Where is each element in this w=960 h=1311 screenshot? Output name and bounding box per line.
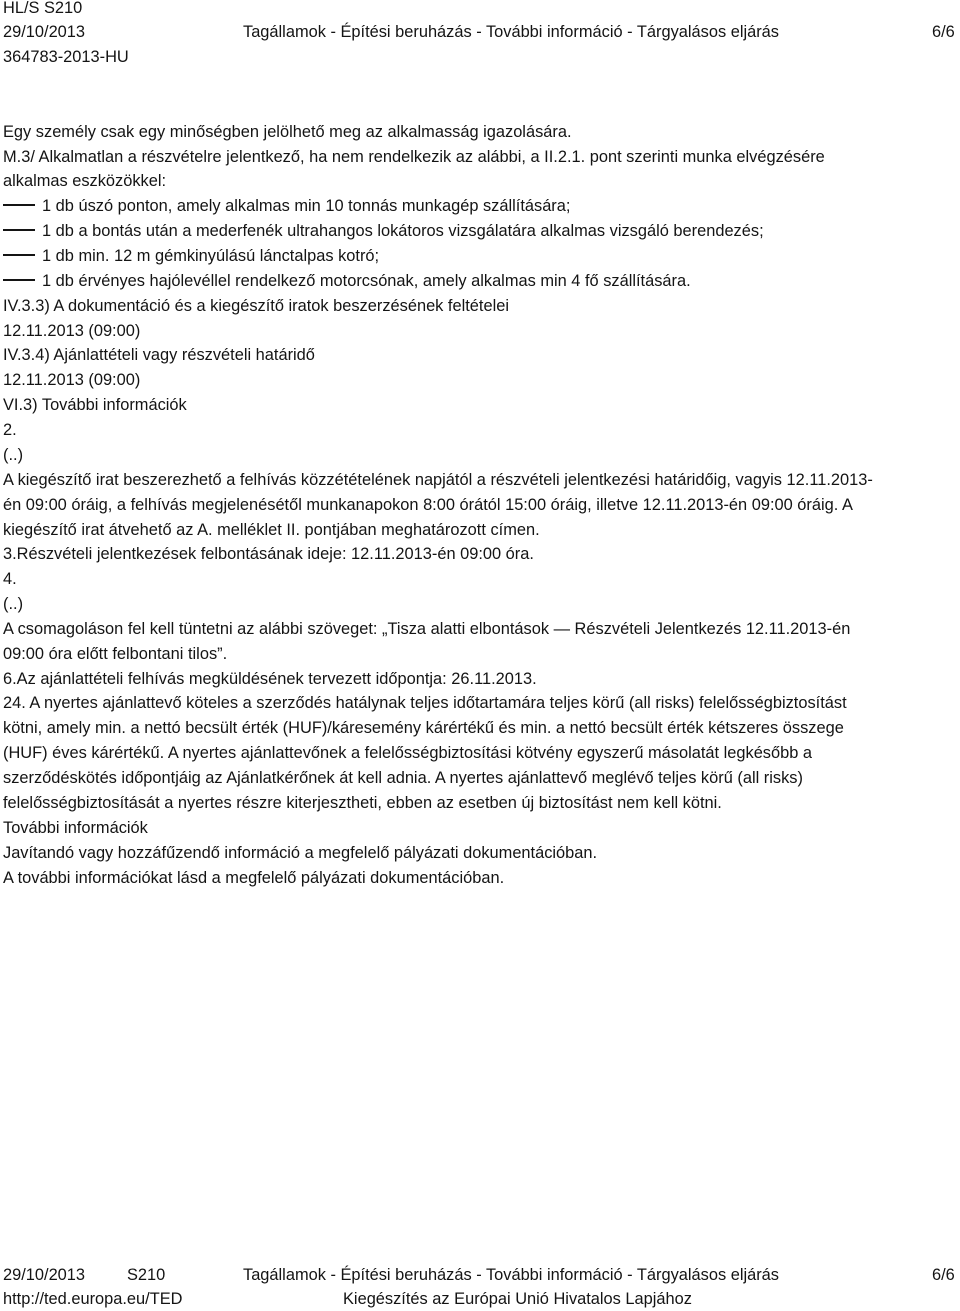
body-line: 09:00 óra előtt felbontani tilos”. xyxy=(3,645,228,663)
body-line: (HUF) éves kárértékű. A nyertes ajánlattevőnek a felelősségbiztosítási kötvény egyszerű másolatát legkésőbb a xyxy=(3,744,813,762)
footer-date: 29/10/2013 xyxy=(3,1266,86,1284)
footer-subtitle: Kiegészítés az Európai Unió Hivatalos Lapjához xyxy=(343,1290,692,1308)
body-line: 6.Az ajánlattételi felhívás megküldésének tervezett időpontja: 26.11.2013. xyxy=(3,670,537,688)
dash-bullet xyxy=(3,204,35,205)
header-title: Tagállamok - Építési beruházás - További információ - Tárgyalásos eljárás xyxy=(243,23,779,41)
list-item xyxy=(3,223,764,239)
list-item xyxy=(3,273,691,289)
section-heading: További információk xyxy=(3,819,148,837)
body-line: kötni, amely min. a nettó becsült érték (HUF)/káresemény kárértékű és min. a nettó becsült érték kétszeres összege xyxy=(3,719,844,737)
body-line: A csomagoláson fel kell tüntetni az alábbi szöveget: „Tisza alatti elbontások — Részvételi Jelentkezés 12.11.2013-én xyxy=(3,620,851,638)
dash-bullet xyxy=(3,279,35,280)
body-line: én 09:00 óráig, a felhívás megjelenésétől munkanapokon 8:00 órától 15:00 óráig, illetve 12.11.2013-én 09:00 óráig. A xyxy=(3,496,853,514)
body-line: 4. xyxy=(3,570,17,588)
list-item-text: 1 db min. 12 m gémkinyúlású lánctalpas kotró; xyxy=(42,247,380,265)
body-line: 24. A nyertes ajánlattevő köteles a szerződés hatálynak teljes időtartamára teljes körű (all risks) felelősségbiztosítást xyxy=(3,694,847,712)
header-date: 29/10/2013 xyxy=(3,23,86,41)
body-line: Javítandó vagy hozzáfűzendő információ a megfelelő pályázati dokumentációban. xyxy=(3,844,598,862)
list-item xyxy=(3,248,379,264)
doc-code: HL/S S210 xyxy=(3,0,83,17)
body-line: kiegészítő irat átvehető az A. melléklet II. pontjában meghatározott címen. xyxy=(3,521,540,539)
body-line: A kiegészítő irat beszerezhető a felhívás közzétételének napjától a részvételi jelentkezési határidőig, vagyis 12.11.2013- xyxy=(3,471,873,489)
body-line: (..) xyxy=(3,595,24,613)
dash-bullet xyxy=(3,229,35,230)
body-line: 3.Részvételi jelentkezések felbontásának ideje: 12.11.2013-én 09:00 óra. xyxy=(3,545,534,563)
list-item-text: 1 db a bontás után a mederfenék ultrahangos lokátoros vizsgálatára alkalmas vizsgáló berendezés; xyxy=(42,222,764,240)
body-line: 12.11.2013 (09:00) xyxy=(3,371,141,389)
footer-page-number: 6/6 xyxy=(932,1266,955,1284)
footer-url[interactable]: http://ted.europa.eu/TED xyxy=(3,1290,183,1308)
footer-code: S210 xyxy=(127,1266,166,1284)
list-item-text: 1 db érvényes hajólevéllel rendelkező motorcsónak, amely alkalmas min 4 fő szállítására. xyxy=(42,272,691,290)
body-line: felelősségbiztosítását a nyertes részre kiterjesztheti, ebben az esetben új biztosítást nem kell kötni. xyxy=(3,794,722,812)
doc-number: 364783-2013-HU xyxy=(3,48,129,66)
body-line: A további információkat lásd a megfelelő pályázati dokumentációban. xyxy=(3,869,505,887)
body-line: szerződéskötés időpontjáig az Ajánlatkérőnek át kell adnia. A nyertes ajánlattevő meglévő teljes körű (all risks) xyxy=(3,769,803,787)
body-line: M.3/ Alkalmatlan a részvételre jelentkező, ha nem rendelkezik az alábbi, a II.2.1. pont szerinti munka elvégzésére xyxy=(3,148,825,166)
body-line: (..) xyxy=(3,446,24,464)
body-line: alkalmas eszközökkel: xyxy=(3,172,167,190)
section-heading: IV.3.4) Ajánlattételi vagy részvételi határidő xyxy=(3,346,315,364)
body-line: 12.11.2013 (09:00) xyxy=(3,322,141,340)
dash-bullet xyxy=(3,254,35,255)
footer-title: Tagállamok - Építési beruházás - További információ - Tárgyalásos eljárás xyxy=(243,1266,779,1284)
body-line: Egy személy csak egy minőségben jelölhető meg az alkalmasság igazolására. xyxy=(3,123,572,141)
section-heading: IV.3.3) A dokumentáció és a kiegészítő iratok beszerzésének feltételei xyxy=(3,297,509,315)
body-line: 2. xyxy=(3,421,17,439)
list-item-text: 1 db úszó ponton, amely alkalmas min 10 tonnás munkagép szállítására; xyxy=(42,197,571,215)
list-item xyxy=(3,198,570,214)
header-page-number: 6/6 xyxy=(932,23,955,41)
section-heading: VI.3) További információk xyxy=(3,396,187,414)
